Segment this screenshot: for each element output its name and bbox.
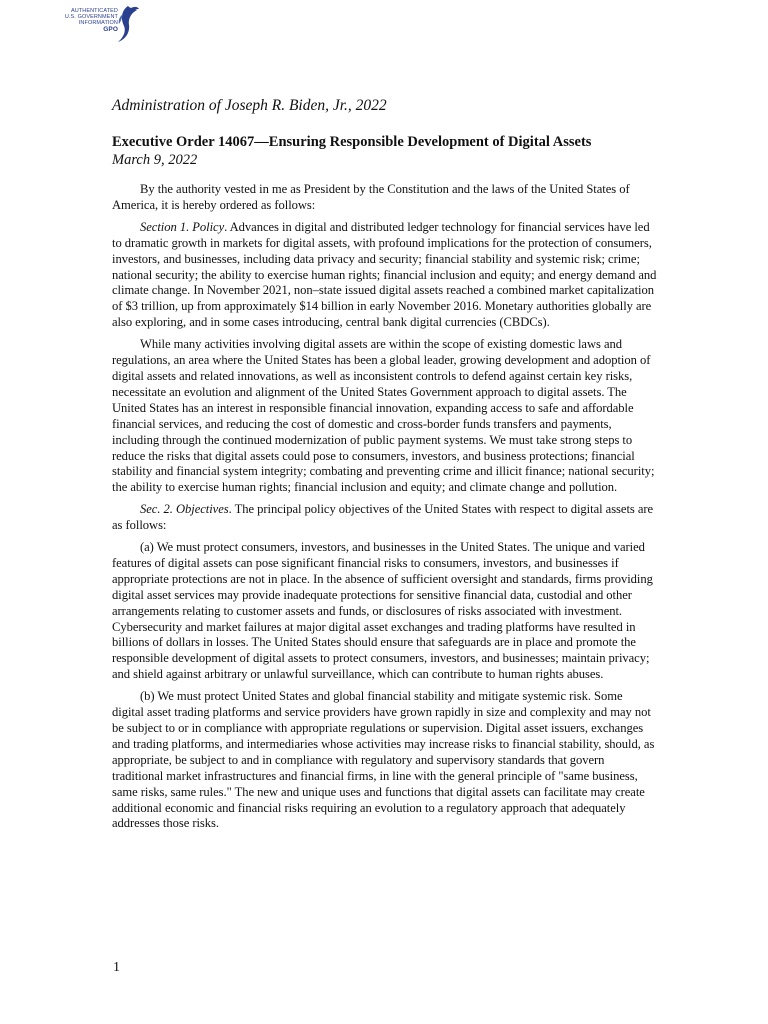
section-2-intro: . The principal policy objectives of the United States with respect to digital assets are as follows: [112,502,654,533]
document-body [112,96,657,838]
administration-line: Administration of Joseph R. Biden, Jr., 2022 [112,97,387,114]
logo-agency: GPO [103,26,118,33]
section-2-heading: Sec. 2. Objectives [140,502,229,517]
section-2-item-b: (b) We must protect United States and global financial stability and mitigate systemic risk. Some digital asset trading platforms and service providers have grown rapidly in size and complexity and may not be subject to or in compliance with appropriate regulations or supervision. Digital asset issuers, exchanges and trading platforms, and intermediaries whose activities may increase risks to financial stability, should, as appropriate, be subject to and in compliance with regulatory and supervisory standards that govern traditional market infrastructures and financial firms, in line with the general principle of "same business, same risks, same rules." The new and unique uses and functions that digital assets can facilitate may create additional economic and financial risks requiring an evolution to a regulatory approach that adequately addresses those risks. [112,689,655,831]
page-number: 1 [113,960,120,975]
section-1-paragraph [112,220,657,331]
gpo-authentication-logo [56,4,142,44]
document-date: March 9, 2022 [112,152,198,168]
logo-text [56,8,118,33]
page-title: Executive Order 14067—Ensuring Responsible Development of Digital Assets [112,134,592,150]
logo-line-2: U.S. GOVERNMENT [64,14,118,20]
section-2-item-a: (a) We must protect consumers, investors, and businesses in the United States. The unique and varied features of digital assets can pose significant financial risks to consumers, investors, and businesses if appropriate protections are not in place. In the absence of sufficient oversight and standards, firms providing digital asset services may provide inadequate protections for sensitive financial data, custodial and other arrangements relating to customer assets and funds, or disclosures of risks associated with investment. Cybersecurity and market failures at major digital asset exchanges and trading platforms have resulted in billions of dollars in losses. The United States should ensure that safeguards are in place and promote the responsible development of digital assets to protect consumers, investors, and businesses; maintain privacy; and shield against arbitrary or unlawful surveillance, which can contribute to human rights abuses. [112,540,653,682]
preamble-paragraph: By the authority vested in me as President by the Constitution and the laws of the United States of America, it is hereby ordered as follows: [112,182,630,212]
section-1-text: . Advances in digital and distributed ledger technology for financial services have led to dramatic growth in markets for digital assets, with profound implications for the protection of consumers, investors, and businesses, including data privacy and security; financial stability and systemic risk; crime; national security; the ability to exercise human rights; financial inclusion and equity; and energy demand and climate change. In November 2021, non–state issued digital assets reached a combined market capitalization of $3 trillion, up from approximately $14 billion in early November 2016. Monetary authorities globally are also exploring, and in some cases introducing, central bank digital currencies (CBDCs). [112,219,657,330]
section-1-heading: Section 1. Policy [140,219,225,234]
gpo-eagle-icon [114,4,140,44]
section-2-paragraph [112,502,657,534]
section-1-paragraph-2: While many activities involving digital assets are within the scope of existing domestic laws and regulations, an area where the United States has been a global leader, growing development and adoption of digital assets and related innovations, as well as inconsistent controls to defend against certain key risks, necessitate an evolution and alignment of the United States Government approach to digital assets. The United States has an interest in responsible financial innovation, expanding access to safe and affordable financial services, and reducing the cost of domestic and cross-border funds transfers and payments, including through the continued modernization of public payment systems. We must take strong steps to reduce the risks that digital assets could pose to consumers, investors, and business protections; financial stability and financial system integrity; combating and preventing crime and illicit finance; national security; the ability to exercise human rights; financial inclusion and equity; and climate change and pollution. [112,337,655,495]
logo-line-3: INFORMATION [78,20,118,26]
logo-line-1: AUTHENTICATED [70,8,118,14]
